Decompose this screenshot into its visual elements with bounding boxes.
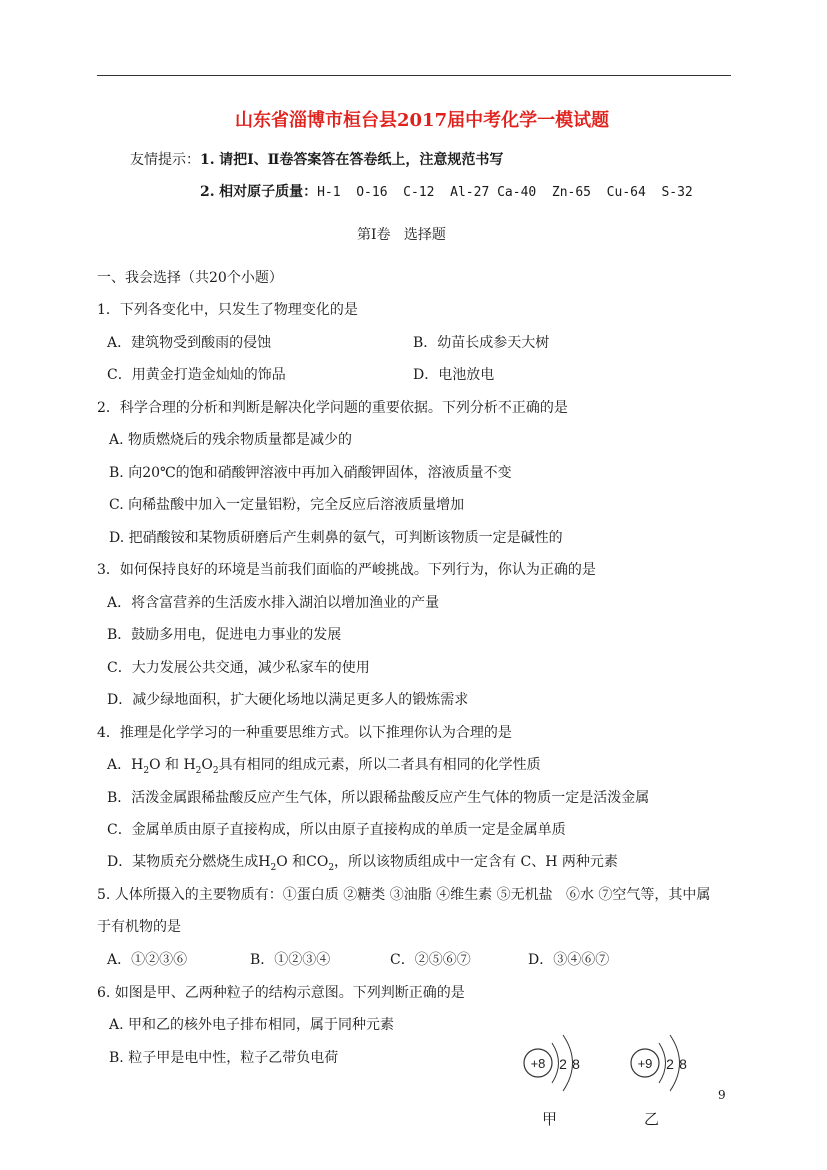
atom-jia xyxy=(524,1035,580,1091)
tips-prefix: 友情提示： xyxy=(130,152,200,168)
question-1-option-b: B．幼苗长成参天大树 xyxy=(413,335,550,351)
question-5-option-b: B．①②③④ xyxy=(250,952,331,968)
tips-item2-num: 2. xyxy=(200,184,215,200)
question-1-option-a: A．建筑物受到酸雨的侵蚀 xyxy=(107,335,272,351)
question-4-option-d: D．某物质充分燃烧生成$H_2O$ 和$CO_2$，所以该物质组成中一定含有 C、H 两种元素 xyxy=(107,854,618,873)
question-2-option-a: A. 物质燃烧后的残余物质量都是减少的 xyxy=(109,432,353,448)
atom-jia-shell-2-electrons: 8 xyxy=(572,1056,580,1072)
question-3-stem: 3．如何保持良好的环境是当前我们面临的严峻挑战。下列行为，你认为正确的是 xyxy=(97,562,596,578)
question-4-option-c: C．金属单质由原子直接构成，所以由原子直接构成的单质一定是金属单质 xyxy=(107,822,566,838)
top-rule xyxy=(97,75,731,76)
particle-structure-diagram xyxy=(510,1030,710,1160)
section-header: 第Ⅰ卷 选择题 xyxy=(357,227,446,243)
tips-item1-text: 请把Ⅰ、Ⅱ卷答案答在答卷纸上，注意规范书写 xyxy=(219,152,504,168)
question-5-option-d: D．③④⑥⑦ xyxy=(528,952,610,968)
atom-yi-shell-1-arc xyxy=(659,1043,666,1083)
atomic-masses: H-1 O-16 C-12 Al-27 Ca-40 Zn-65 Cu-64 S-32 xyxy=(317,185,693,200)
question-2-option-d: D. 把硝酸铵和某物质研磨后产生刺鼻的氨气，可判断该物质一定是碱性的 xyxy=(109,530,563,546)
atom-yi-shell-1-electrons: 2 xyxy=(666,1056,674,1072)
question-2-option-b: B. 向20℃的饱和硝酸钾溶液中再加入硝酸钾固体，溶液质量不变 xyxy=(109,465,512,481)
question-5-option-c: C．②⑤⑥⑦ xyxy=(390,952,471,968)
atom-jia-label: 甲 xyxy=(542,1110,558,1128)
page-number: 9 xyxy=(718,1088,726,1102)
page-title: 山东省淄博市桓台县2017届中考化学一模试题 xyxy=(235,110,610,131)
question-6-option-b: B. 粒子甲是电中性，粒子乙带负电荷 xyxy=(109,1050,339,1066)
part-heading: 一、我会选择（共20个小题） xyxy=(97,270,283,286)
question-3-option-c: C．大力发展公共交通，减少私家车的使用 xyxy=(107,660,370,676)
tips-line-2 xyxy=(200,182,693,203)
question-3-option-b: B．鼓励多用电，促进电力事业的发展 xyxy=(107,627,342,643)
atom-yi-shell-2-electrons: 8 xyxy=(679,1056,687,1072)
atom-yi-label: 乙 xyxy=(644,1110,660,1128)
atom-jia-nucleus-charge: +8 xyxy=(530,1056,546,1071)
question-6-stem: 6. 如图是甲、乙两种粒子的结构示意图。下列判断正确的是 xyxy=(97,985,465,1001)
question-2-option-c: C. 向稀盐酸中加入一定量铝粉，完全反应后溶液质量增加 xyxy=(109,497,465,513)
question-1-option-c: C．用黄金打造金灿灿的饰品 xyxy=(107,367,286,383)
question-4-option-b: B．活泼金属跟稀盐酸反应产生气体，所以跟稀盐酸反应产生气体的物质一定是活泼金属 xyxy=(107,790,650,806)
tips-item2-label: 相对原子质量： xyxy=(219,184,318,200)
question-4-stem: 4．推理是化学学习的一种重要思维方式。以下推理你认为合理的是 xyxy=(97,725,512,741)
atom-jia-shell-1-arc xyxy=(552,1043,559,1083)
question-2-stem: 2．科学合理的分析和判断是解决化学问题的重要依据。下列分析不正确的是 xyxy=(97,400,568,416)
atom-yi-nucleus-charge: +9 xyxy=(637,1056,653,1071)
atom-yi xyxy=(631,1035,687,1091)
question-5-stem-line-2: 于有机物的是 xyxy=(97,919,181,935)
question-1-option-d: D．电池放电 xyxy=(413,367,495,383)
atom-jia-shell-1-electrons: 2 xyxy=(559,1056,567,1072)
question-5-stem-line-1: 5. 人体所摄入的主要物质有：①蛋白质 ②糖类 ③油脂 ④维生素 ⑤无机盐 ⑥水 ⑦空气等，其中属 xyxy=(97,887,711,903)
question-6-option-a: A. 甲和乙的核外电子排布相同，属于同种元素 xyxy=(109,1017,395,1033)
tips-item1-num: 1. xyxy=(200,152,215,168)
question-1-stem: 1．下列各变化中，只发生了物理变化的是 xyxy=(97,302,358,318)
atom-diagram-svg xyxy=(510,1030,710,1160)
question-3-option-a: A．将含富营养的生活废水排入湖泊以增加渔业的产量 xyxy=(107,595,440,611)
question-3-option-d: D．减少绿地面积，扩大硬化场地以满足更多人的锻炼需求 xyxy=(107,692,469,708)
tips-line-1 xyxy=(130,150,503,170)
question-5-option-a: A．①②③⑥ xyxy=(107,952,188,968)
question-4-option-a: A．$H_2O$ 和 $H_2O_2$具有相同的组成元素，所以二者具有相同的化学性质 xyxy=(107,757,541,776)
